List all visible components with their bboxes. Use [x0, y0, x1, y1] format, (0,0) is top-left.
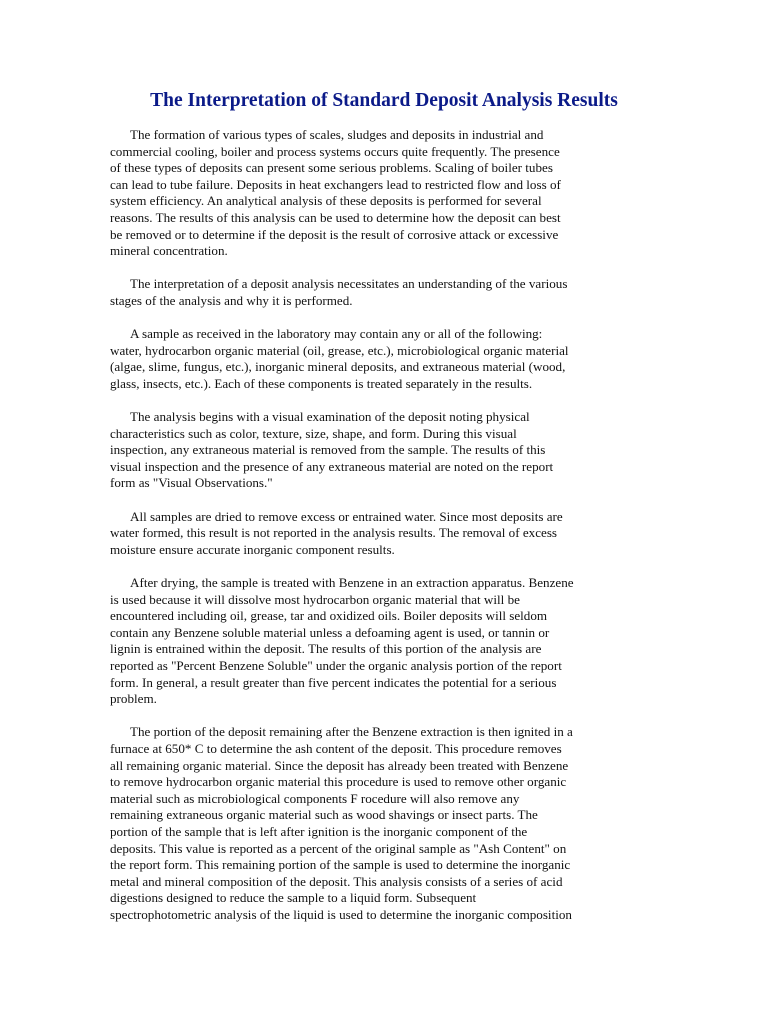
paragraph-line: (algae, slime, fungus, etc.), inorganic mineral deposits, and extraneous material (wood, — [110, 359, 566, 375]
paragraph-line: digestions designed to reduce the sample to a liquid form. Subsequent — [110, 890, 477, 906]
paragraph-line: water formed, this result is not reported in the analysis results. The removal of excess — [110, 525, 558, 541]
paragraph — [110, 276, 660, 309]
paragraph-line: The analysis begins with a visual examination of the deposit noting physical — [130, 409, 530, 425]
paragraph-line: is used because it will dissolve most hydrocarbon organic material that will be — [110, 591, 520, 607]
paragraph-line: The interpretation of a deposit analysis necessitates an understanding of the various — [130, 276, 568, 292]
paragraph-line: spectrophotometric analysis of the liquid is used to determine the inorganic composition — [110, 906, 572, 922]
paragraph-line: furnace at 650* C to determine the ash content of the deposit. This procedure removes — [110, 740, 562, 756]
paragraph-line: form. In general, a result greater than five percent indicates the potential for a serious — [110, 674, 557, 690]
paragraph-line: system efficiency. An analytical analysis of these deposits is performed for several — [110, 193, 542, 209]
paragraph-line: deposits. This value is reported as a percent of the original sample as "Ash Content" on — [110, 840, 567, 856]
paragraph-line: A sample as received in the laboratory may contain any or all of the following: — [130, 326, 543, 342]
paragraph-line: visual inspection and the presence of any extraneous material are noted on the report — [110, 458, 554, 474]
paragraph-line: water, hydrocarbon organic material (oil, grease, etc.), microbiological organic material — [110, 342, 569, 358]
page-title: The Interpretation of Standard Deposit Analysis Results — [150, 90, 618, 111]
paragraph — [110, 409, 660, 492]
paragraph-line: glass, insects, etc.). Each of these components is treated separately in the results. — [110, 375, 533, 391]
paragraph-line: After drying, the sample is treated with Benzene in an extraction apparatus. Benzene — [130, 575, 574, 591]
paragraph-line: lignin is entrained within the deposit. The results of this portion of the analysis are — [110, 641, 542, 657]
paragraph-line: mineral concentration. — [110, 243, 228, 259]
paragraph — [110, 127, 660, 260]
paragraph-line: form as "Visual Observations." — [110, 475, 273, 491]
paragraph-line: to remove hydrocarbon organic material this procedure is used to remove other organic — [110, 774, 567, 790]
paragraph-line: problem. — [110, 691, 157, 707]
paragraph-line: reported as "Percent Benzene Soluble" under the organic analysis portion of the report — [110, 658, 562, 673]
paragraph-line: The portion of the deposit remaining after the Benzene extraction is then ignited in a — [130, 724, 573, 740]
paragraph-line: characteristics such as color, texture, size, shape, and form. During this visual — [110, 425, 517, 441]
paragraph — [110, 724, 660, 923]
paragraph-line: inspection, any extraneous material is removed from the sample. The results of this — [110, 442, 546, 458]
paragraph-line: portion of the sample that is left after ignition is the inorganic component of the — [110, 823, 528, 839]
document-body — [110, 127, 660, 940]
paragraph-line: all remaining organic material. Since the deposit has already been treated with Benzene — [110, 757, 569, 773]
paragraph-line: All samples are dried to remove excess or entrained water. Since most deposits are — [130, 508, 563, 524]
paragraph-line: commercial cooling, boiler and process systems occurs quite frequently. The presence — [110, 143, 560, 159]
paragraph — [110, 326, 660, 392]
paragraph — [110, 509, 660, 559]
paragraph-line: remaining extraneous organic material such as wood shavings or insect parts. The — [110, 807, 538, 823]
paragraph-line: can lead to tube failure. Deposits in heat exchangers lead to restricted flow and loss of — [110, 176, 561, 192]
paragraph-line: reasons. The results of this analysis can be used to determine how the deposit can best — [110, 209, 561, 225]
paragraph-line: metal and mineral composition of the deposit. This analysis consists of a series of acid — [110, 873, 563, 889]
paragraph-line: the report form. This remaining portion of the sample is used to determine the inorganic — [110, 857, 571, 873]
paragraph-line: contain any Benzene soluble material unless a defoaming agent is used, or tannin or — [110, 624, 550, 640]
paragraph-line: material such as microbiological components F rocedure will also remove any — [110, 790, 520, 806]
paragraph-line: encountered including oil, grease, tar and oxidized oils. Boiler deposits will seldom — [110, 608, 548, 624]
paragraph — [110, 575, 660, 708]
paragraph-line: be removed or to determine if the deposit is the result of corrosive attack or excessive — [110, 226, 559, 242]
paragraph-line: moisture ensure accurate inorganic component results. — [110, 541, 395, 557]
paragraph-line: stages of the analysis and why it is performed. — [110, 292, 353, 308]
paragraph-line: of these types of deposits can present some serious problems. Scaling of boiler tubes — [110, 160, 553, 176]
paragraph-line: The formation of various types of scales, sludges and deposits in industrial and — [130, 127, 544, 142]
